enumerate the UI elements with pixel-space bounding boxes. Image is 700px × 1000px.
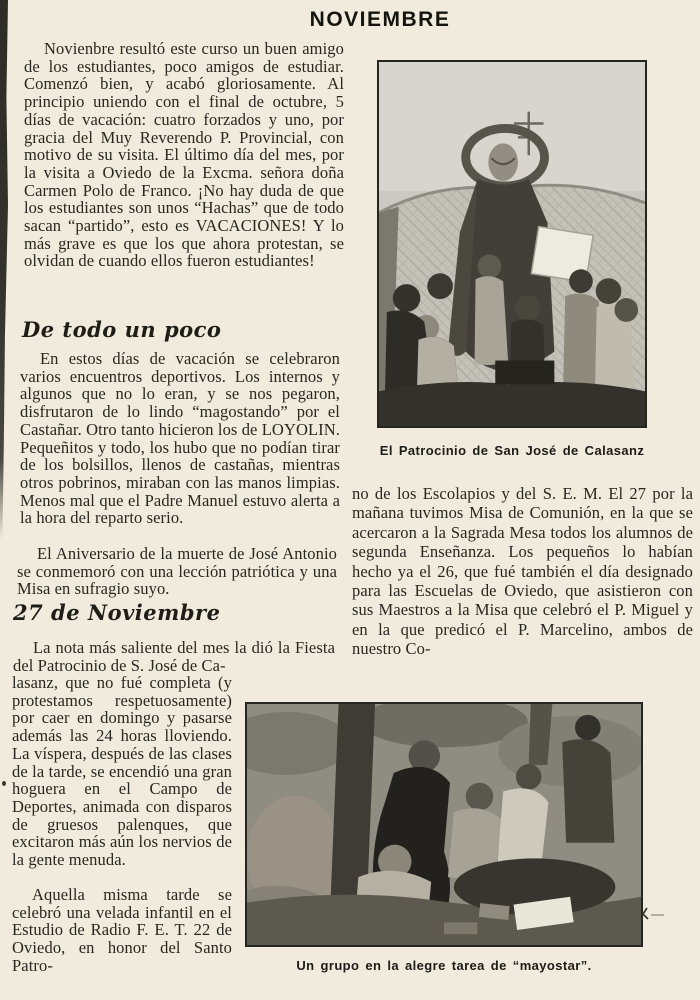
scan-edge-shadow: [0, 0, 8, 540]
calasanz-statue-illustration: [379, 62, 645, 426]
paragraph-deportes: En estos días de vacación se celebraron varios encuentros deportivos. Los internos y algunos que no lo eran, y se nos pegaron, disfrutaron de lo lindo “magostando” por el Castañar. Otro tanto hicieron los de LOYOLIN. Pequeñitos y todo, los hubo que no podían tirar de los bolsillos, llenos de castañas, mientras otros pobrinos, miraban con las manos limpias. Menos mal que el Padre Manuel estuvo alerta a la hora del reparto serio.: [20, 349, 340, 528]
paragraph-fiesta-narrow: lasanz, que no fué completa (y protestamos respetuosamente) por caer en domingo y pasarse además las 24 horas lloviendo. La víspera, después de las clases de la tarde, se encendió una gran hoguera en el Campo de Deportes, animada con disparos de gruesos palenques, que excitaron más aún los nervios de la gente menuda.: [12, 673, 232, 870]
paragraph-velada: Aquella misma tarde se celebró una velada infantil en el Estudio de Radio F. E. T. 22 de Oviedo, en honor del Santo Patro-: [12, 885, 232, 975]
photo-calasanz-statue: [377, 60, 647, 428]
heading-27-de-noviembre: 27 de Noviembre: [13, 600, 221, 625]
photo2-caption: Un grupo en la alegre tarea de “mayostar”.: [296, 958, 592, 973]
photo1-caption: El Patrocinio de San José de Calasanz: [379, 443, 645, 458]
paragraph-aniversario: El Aniversario de la muerte de José Antonio se conmemoró con una lección patriótica y una Misa en sufragio suyo.: [17, 544, 337, 599]
paper-speck: [2, 781, 6, 786]
heading-de-todo-un-poco: De todo un poco: [22, 317, 222, 342]
paragraph-misa: no de los Escolapios y del S. E. M. El 27 por la mañana tuvimos Misa de Comunión, en la que se acercaron a la Sagrada Mesa todos los alumnos de segunda Enseñanza. Los pequeños lo habían hecho ya el 26, que fué también el día designado para las Escuelas de Oviedo, que asistieron con sus Maestros a la Misa que celebró el P. Miguel y en la que predicó el P. Marcelino, ambos de nuestro Co-: [352, 484, 693, 659]
magostar-group-illustration: [247, 704, 641, 945]
margin-pencil-mark: [642, 906, 666, 922]
paragraph-fiesta-wide: La nota más saliente del mes la dió la Fiesta del Patrocinio de S. José de Ca-: [13, 638, 335, 675]
page-title: NOVIEMBRE: [309, 8, 451, 31]
photo-magostar-group: [245, 702, 643, 947]
paragraph-intro: Novienbre resultó este curso un buen amigo de los estudiantes, poco amigos de estudiar. Comenzó bien, y acabó gloriosamente. Al principio uniendo con el final de octubre, 5 días de vacación: cuatro forzados y uno, por gracia del Muy Reverendo P. Provincial, con motivo de su visita. El último día del mes, por la visita a Oviedo de la Excma. señora doña Carmen Polo de Franco. ¡No hay duda de que los estudiantes son unos “Hachas” que de todo sacan “partido”, esto es VACACIONES! Y lo más grave es que los que ahora protestan, se olvidan de cuando ellos fueron estudiantes!: [24, 39, 344, 271]
